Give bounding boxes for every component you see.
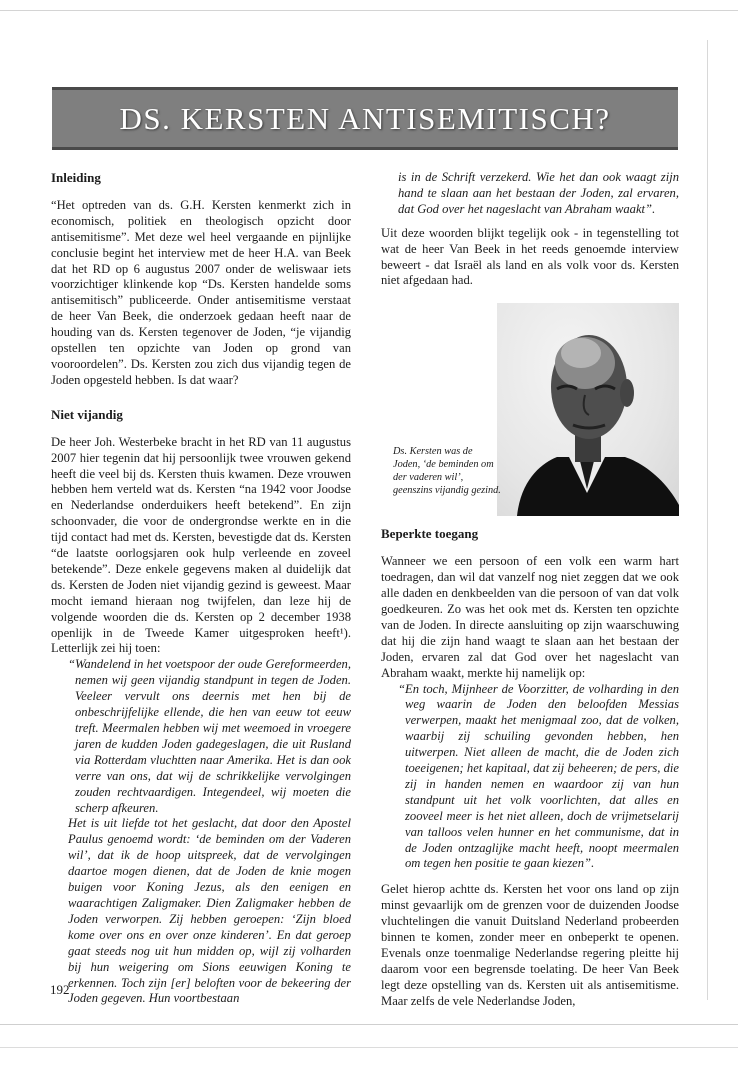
quote-block-1 xyxy=(51,657,351,1007)
heading-inleiding: Inleiding xyxy=(51,170,101,185)
quote-paragraph-1: “Wandelend in het voetspoor der oude Gereformeerden, nemen wij geen vijandig standpunt in tegen de Joden. Veeleer vervult ons deernis met hen bij de onbeschrijfelijke ellende, die hen van eeuw tot eeuw treft. Meermalen hebben wij met weemoed in vroegere jaren de kudden Joden gadegeslagen, die uit Rusland via Rotterdam vluchtten naar Amerika. Het is dan ook verre van ons, dat wij de schrikkelijke vervolgingen zouden rechtvaardigen. Integendeel, wij moeten die scherp afkeuren. xyxy=(68,657,351,815)
quote-block-2 xyxy=(381,682,679,873)
page-number: 192 xyxy=(50,982,70,997)
page-edge-top xyxy=(0,10,738,11)
paragraph-niet-vijandig: De heer Joh. Westerbeke bracht in het RD van 11 augustus 2007 hier tegenin dat hij persoonlijk twee vrouwen gekend heeft die veel bij ds. Kersten thuis kwamen. Deze vrouwen hebben hem verteld wat ds. Kersten “na 1942 voor Joodse en Nederlandse onderduikers heeft betekend”. En zijn schoonvader, die voor de ondergrondse werkte en in die tijd contact had met ds. Kersten, bevestigde dat ds. Kersten “de laatste oorlogsjaren ook hulp verleende en zoveel betekende”. Deze enkele gegevens maken al duidelijk dat ds. Kersten de Joden niet vijandig gezind is geweest. Maar mocht iemand hieraan nog twijfelen, dan leze hij de volgende woorden die ds. Kersten op 2 december 1938 openlijk in de Tweede Kamer uitgesproken heeft¹). Letterlijk zei hij toen: xyxy=(51,434,351,656)
quote-continuation-text: is in de Schrift verzekerd. Wie het dan ook waagt zijn hand te slaan aan het bestaan der Joden, zal ervaren, dat God over het nageslacht van Abraham waakt”. xyxy=(398,170,679,216)
heading-niet-vijandig: Niet vijandig xyxy=(51,406,123,422)
left-column xyxy=(51,170,351,1007)
page-edge-right xyxy=(707,40,708,1000)
page-edge-bottom xyxy=(0,1024,738,1025)
paragraph-beperkte-toegang: Wanneer we een persoon of een volk een warm hart toedragen, dan wil dat vanzelf nog niet zeggen dat we ook alle daden en denkbeelden van die persoon of van dat volk goedkeuren. Zo was het ook met ds. Kersten ten opzichte van de Joden. In directe aansluiting op zijn waarschuwing dat hij die zijn hand waagt te slaan aan het bestaan der Joden, ervaren zal dat God over het nageslacht van Abraham waakt, merkte hij namelijk op: xyxy=(381,554,679,680)
paragraph-israel: Uit deze woorden blijkt tegelijk ook - in tegenstelling tot wat de heer Van Beek in het reeds genoemde interview beweert - dat Israël als land en als volk voor ds. Kersten niet afgedaan had. xyxy=(381,225,679,288)
portrait-illustration xyxy=(497,303,679,516)
photo-block xyxy=(381,303,679,516)
portrait-photo xyxy=(497,303,679,516)
paragraph-inleiding: “Het optreden van ds. G.H. Kersten kenmerkt zich in economisch, politiek en theologisch opzicht door antisemitisme”. Met deze wel heel vergaande en pijnlijke conclusie begint het interview met de heer H.A. van Beek dat het RD op 6 augustus 2007 onder de weliswaar iets voorzichtiger klinkende kop “Ds. Kersten handelde soms antisemitisch” publiceerde. Onder antisemitisme verstaat de heer Van Beek, die onderzoek gedaan heeft naar de houding van ds. Kersten tegenover de Joden, “je vijandig opstellen ten opzichte van Joden op grond van vooroordelen”. Ds. Kersten zou zich dus vijandig tegen de Joden opgesteld hebben. Is dat waar? xyxy=(51,197,351,387)
quote-2-text: “En toch, Mijnheer de Voorzitter, de volharding in den weg waarin de Joden den beloofden Messias verwerpen, maakt het menigmaal zoo, dat de volken, waarbij zij schuiling gevonden hebben, hen uitwerpen. Niet alleen de macht, die de Joden zich toeeigenen; het kapitaal, dat zij beheeren; de pers, die zij in handen nemen en waardoor zij van hun standpunt uit het volk voorlichten, dat alles en zooveel meer is het niet alleen, doch de vrijmetselarij van talloos velen hunner en het communisme, dat in de Joden ontzaglijke macht heeft, noopt meermalen om tegen hen positie te gaan kiezen”. xyxy=(398,681,679,871)
photo-caption: Ds. Kersten was de Joden, ‘de beminden om der vaderen wil’, geenszins vijandig gezind. xyxy=(393,446,501,497)
quote-paragraph-2: Het is uit liefde tot het geslacht, dat door den Apostel Paulus genoemd wordt: ‘de beminden om der Vaderen wil’, dat ik de hoop uitspreek, dat de vervolgingen daartoe mogen dienen, dat de Joden de knie mogen buigen voor Koning Jezus, als den eenigen en waarachtigen Zaligmaker. Dien Zaligmaker hebben de Joden verworpen. Zij hebben geroepen: ‘Zijn bloed kome over ons en over onze kinderen’. En dat geroep gaat steeds nog uit hun midden op, wijl zij volharden bij hun weigering om Sions eeuwigen Koning te erkennen. Toch zijn [er] beloften voor de bekeering der Joden gegeven. Hun voortbestaan xyxy=(68,816,351,1006)
heading-beperkte-toegang: Beperkte toegang xyxy=(381,526,479,542)
quote-continuation xyxy=(381,170,679,218)
page-edge-bottom-2 xyxy=(0,1047,738,1048)
right-column xyxy=(381,170,679,1010)
paragraph-grenzen: Gelet hierop achtte ds. Kersten het voor ons land op zijn minst gevaarlijk om de grenzen voor de duizenden Joodse vluchtelingen die vanuit Duitsland Nederland probeerden binnen te komen, zonder meer en onbeperkt te openen. Evenals onze toenmalige Nederlandse regering pleitte hij daarom voor een begrensde toelating. De heer Van Beek legt deze opstelling van ds. Kersten uit als antisemitisme. Maar zelfs de vele Nederlandse Joden, xyxy=(381,882,679,1008)
article-title: DS. KERSTEN ANTISEMITISCH? xyxy=(119,100,611,136)
title-banner xyxy=(52,87,678,150)
